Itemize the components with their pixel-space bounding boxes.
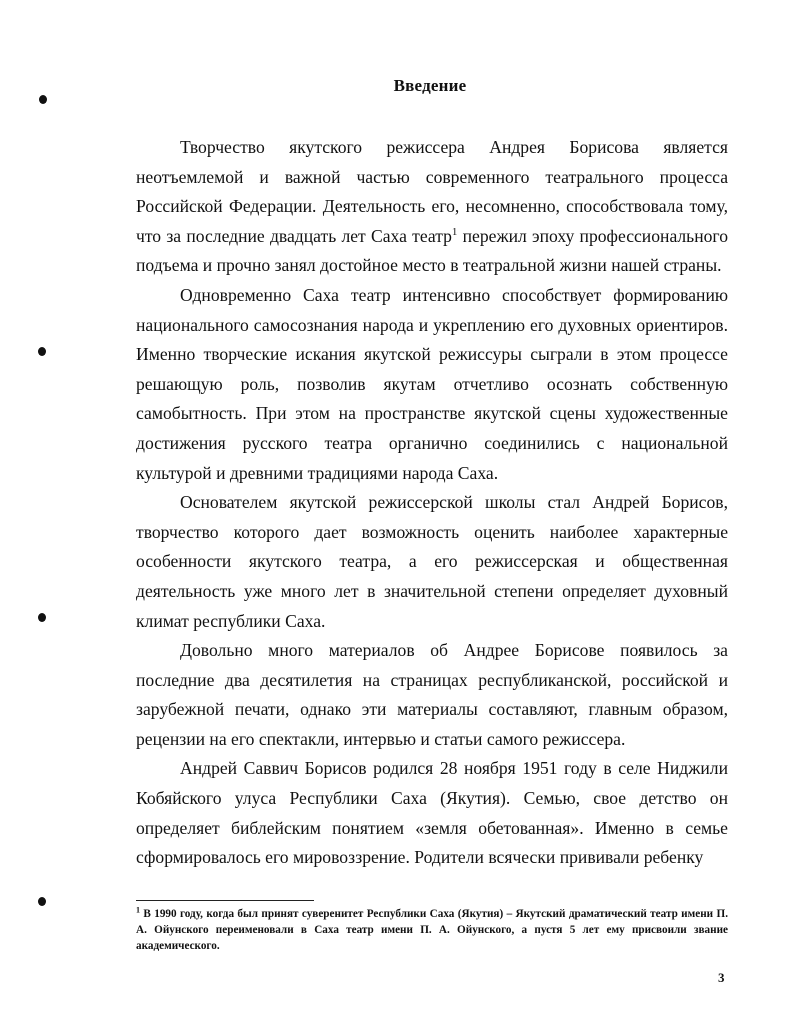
footnote-text: В 1990 году, когда был принят суверенитет Республики Саха (Якутия) – Якутский драматический театр имени П. А. Ойунского переименовали в Саха театр имени П. А. Ойунского, а пустя 5 лет ему присвоили звание академического. [136, 908, 728, 952]
body-text [136, 133, 728, 873]
paragraph-1-text-b: пережил эпоху профессионального подъема и прочно занял достойное место в театральной жизни нашей страны. [136, 225, 728, 276]
binder-hole-mark [39, 95, 47, 104]
footnote-reference: 1 [451, 225, 458, 238]
page-number: 3 [718, 970, 725, 985]
section-title: Введение [393, 76, 467, 95]
footnote-marker: 1 [136, 905, 140, 915]
binder-hole-mark [38, 347, 46, 356]
paragraph-4: Довольно много материалов об Андрее Борисове появилось за последние два десятилетия на страницах республиканской, российской и зарубежной печати, однако эти материалы составляют, главным образом, рецензии на его спектакли, интервью и статьи самого режиссера. [136, 640, 728, 749]
binder-hole-mark [38, 613, 46, 622]
paragraph-5: Андрей Саввич Борисов родился 28 ноября 1951 году в селе Ниджили Кобяйского улуса Республики Саха (Якутия). Семью, свое детство он определяет библейским понятием «земля обетованная». Именно в семье сформировалось его мировоззрение. Родители всячески прививали ребенку [136, 758, 728, 868]
paragraph-1-text-a: Творчество якутского режиссера Андрея Борисова является неотъемлемой и важной частью современного театрального процесса Российской Федерации. Деятельность его, несомненно, способствовала тому, что за последние двадцать лет Саха театр [136, 137, 728, 246]
footnote [136, 906, 728, 954]
paragraph-3: Основателем якутской режиссерской школы стал Андрей Борисов, творчество которого дает возможность оценить наиболее характерные особенности якутского театра, а его режиссерская и общественная деятельность уже много лет в значительной степени определяет духовный климат республики Саха. [136, 492, 728, 631]
binder-hole-mark [38, 897, 46, 906]
footnote-separator [136, 900, 314, 901]
paragraph-1 [136, 133, 728, 281]
paragraph-2: Одновременно Саха театр интенсивно способствует формированию национального самосознания народа и укреплению его духовных ориентиров. Именно творческие искания якутской режиссуры сыграли в этом процессе решающую роль, позволив якутам отчетливо осознать собственную самобытность. При этом на пространстве якутской сцены художественные достижения русского театра органично соединились с национальной культурой и древними традициями народа Саха. [136, 284, 728, 483]
